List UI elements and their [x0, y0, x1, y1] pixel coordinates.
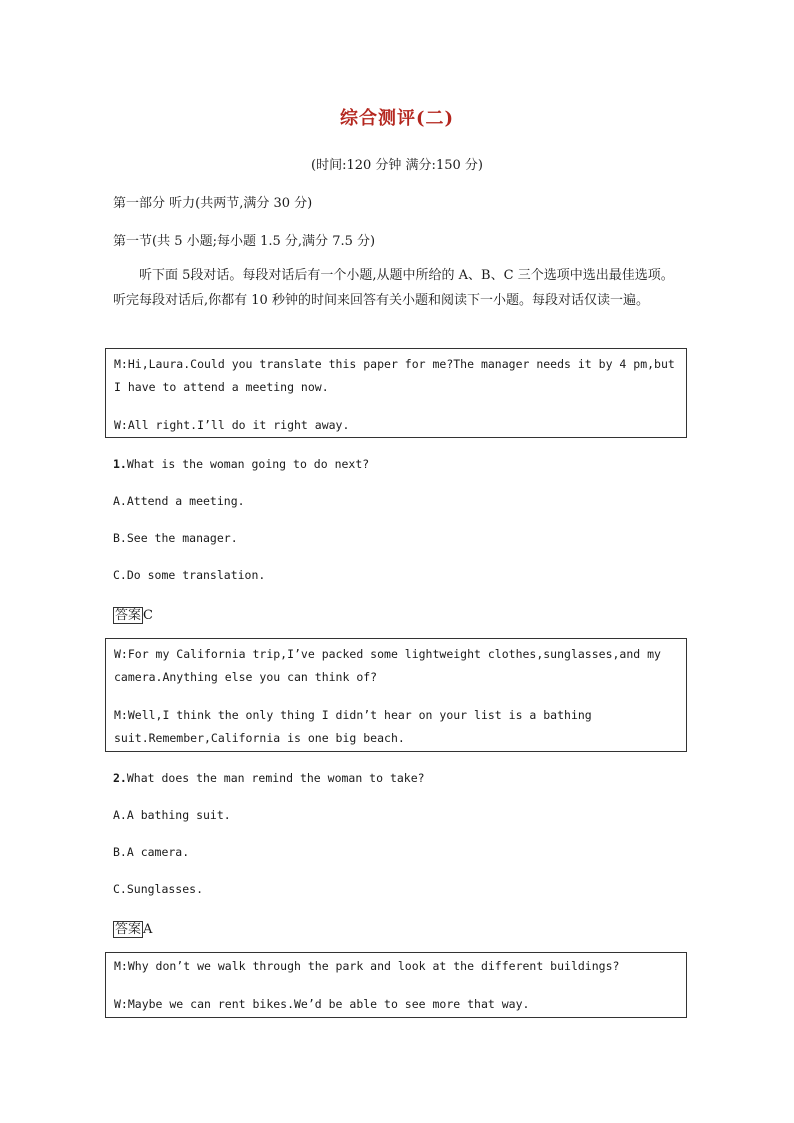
- answer-1: [113, 604, 153, 623]
- part-heading: 第一部分 听力(共两节,满分 30 分): [113, 196, 313, 211]
- answer-value: A: [143, 922, 153, 937]
- instructions-text: 听下面 5段对话。每段对话后有一个小题,从题中所给的 A、B、C 三个选项中选出最佳选项。听完每段对话后,你都有 10 秒钟的时间来回答有关小题和阅读下一小题。每段对话仅读一遍。: [113, 268, 674, 308]
- dialogue-line: M:Well,I think the only thing I didn’t hear on your list is a bathing suit.Remember,California is one big beach.: [114, 708, 592, 745]
- section-heading: 第一节(共 5 小题;每小题 1.5 分,满分 7.5 分): [113, 234, 376, 249]
- answer-value: C: [143, 608, 153, 623]
- option-b: B.See the manager.: [113, 531, 238, 545]
- option-a: A.A bathing suit.: [113, 808, 231, 822]
- question-2: [113, 771, 425, 785]
- exam-info: (时间:120 分钟 满分:150 分): [311, 158, 483, 173]
- question-text: What is the woman going to do next?: [126, 457, 370, 471]
- answer-tag: 答案: [115, 608, 142, 623]
- question-1: [113, 457, 369, 471]
- question-number: 2.: [113, 771, 127, 785]
- question-text: What does the man remind the woman to take?: [126, 771, 425, 785]
- dialogue-box-3: [105, 952, 687, 1018]
- answer-2: [113, 918, 152, 937]
- dialogue-box-2: [105, 638, 687, 752]
- option-c: C.Do some translation.: [113, 568, 266, 582]
- dialogue-line: W:Maybe we can rent bikes.We’d be able to see more that way.: [114, 997, 530, 1011]
- option-c: C.Sunglasses.: [113, 882, 204, 896]
- question-number: 1.: [113, 457, 127, 471]
- dialogue-box-1: [105, 348, 687, 438]
- instructions-paragraph: [113, 263, 683, 313]
- page-title: 综合测评(二): [339, 108, 455, 129]
- dialogue-line: M:Why don’t we walk through the park and look at the different buildings?: [114, 959, 620, 973]
- option-b: B.A camera.: [113, 845, 190, 859]
- dialogue-line: W:For my California trip,I’ve packed some lightweight clothes,sunglasses,and my camera.Anything else you can think of?: [114, 647, 661, 684]
- answer-tag: 答案: [115, 922, 142, 937]
- dialogue-line: W:All right.I’ll do it right away.: [114, 418, 350, 432]
- dialogue-line: M:Hi,Laura.Could you translate this paper for me?The manager needs it by 4 pm,but I have to attend a meeting now.: [114, 357, 675, 394]
- option-a: A.Attend a meeting.: [113, 494, 245, 508]
